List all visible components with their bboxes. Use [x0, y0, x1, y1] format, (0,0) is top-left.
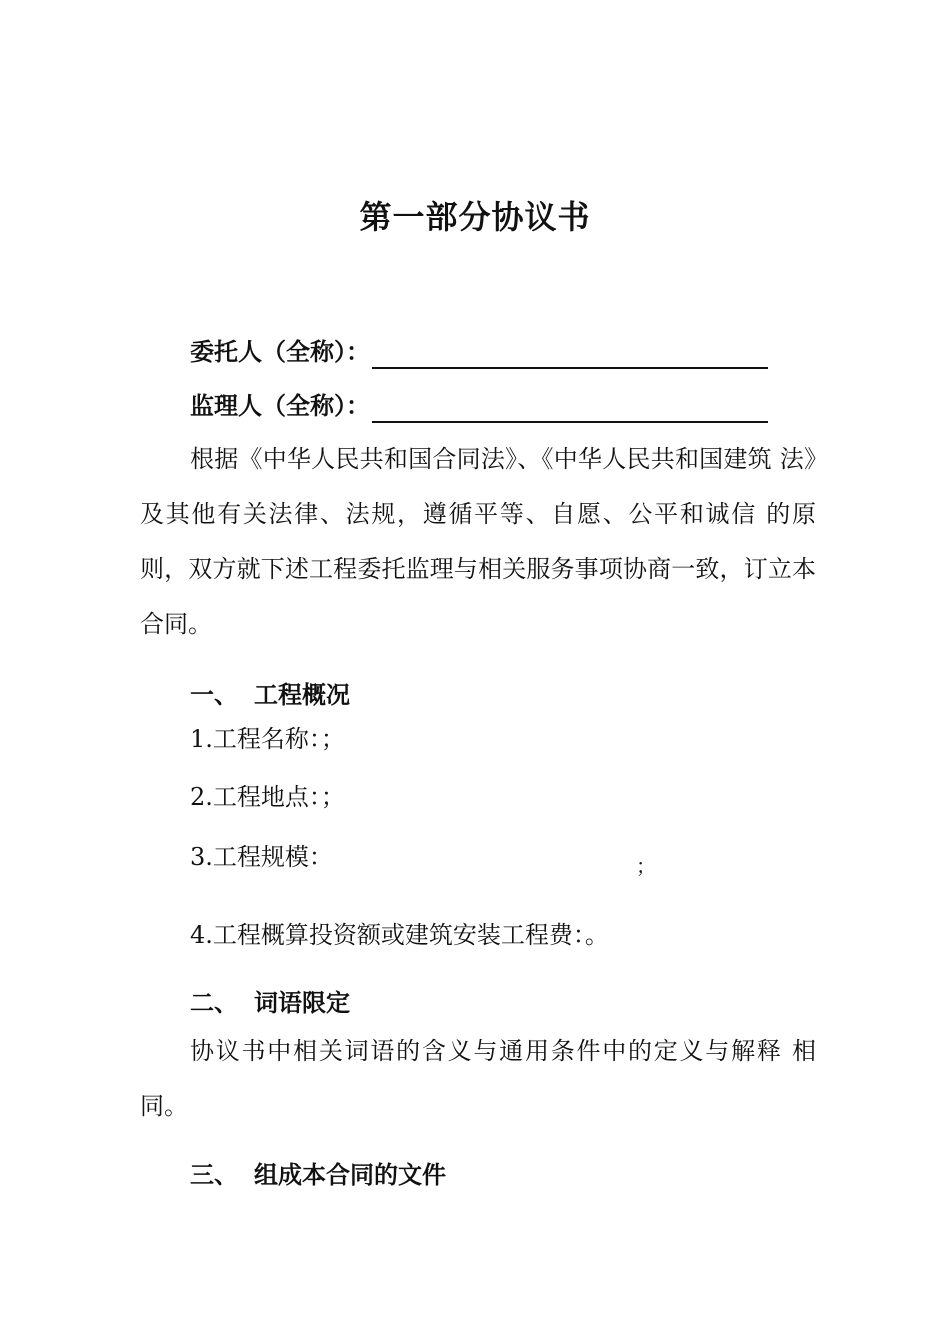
project-item: 2.工程地点：；	[190, 783, 345, 811]
intro-paragraph: 根据《中华人民共和国合同法》、《中华人民共和国建筑 法》及其他有关法律、法规，遵循平等、自愿、公平和诚信 的原则，双方就下述工程委托监理与相关服务事项协商一致，订立本合同。	[140, 445, 816, 638]
section-heading	[190, 678, 350, 712]
section-title: 词语限定	[254, 988, 350, 1017]
section-number: 三、	[190, 1160, 238, 1189]
section-heading	[190, 1158, 446, 1192]
supervisor-line	[190, 389, 768, 423]
client-label: 委托人（全称）：	[190, 337, 370, 366]
client-blank[interactable]	[372, 343, 768, 369]
section-title: 组成本合同的文件	[254, 1160, 446, 1189]
supervisor-label: 监理人（全称）：	[190, 391, 370, 420]
page-title: 第一部分协议书	[359, 198, 591, 236]
scale-suffix: ；	[636, 854, 656, 878]
terms-paragraph: 协议书中相关词语的含义与通用条件中的定义与解释 相同。	[140, 1037, 816, 1120]
section-number: 二、	[190, 988, 238, 1017]
project-item: 1.工程名称：；	[190, 725, 345, 753]
project-item: 4.工程概算投资额或建筑安装工程费：。	[190, 921, 609, 949]
section-title: 工程概况	[254, 680, 350, 709]
project-item: 3.工程规模：	[190, 843, 333, 871]
supervisor-blank[interactable]	[372, 397, 768, 423]
client-line	[190, 335, 768, 369]
section-number: 一、	[190, 680, 238, 709]
section-heading	[190, 986, 350, 1020]
